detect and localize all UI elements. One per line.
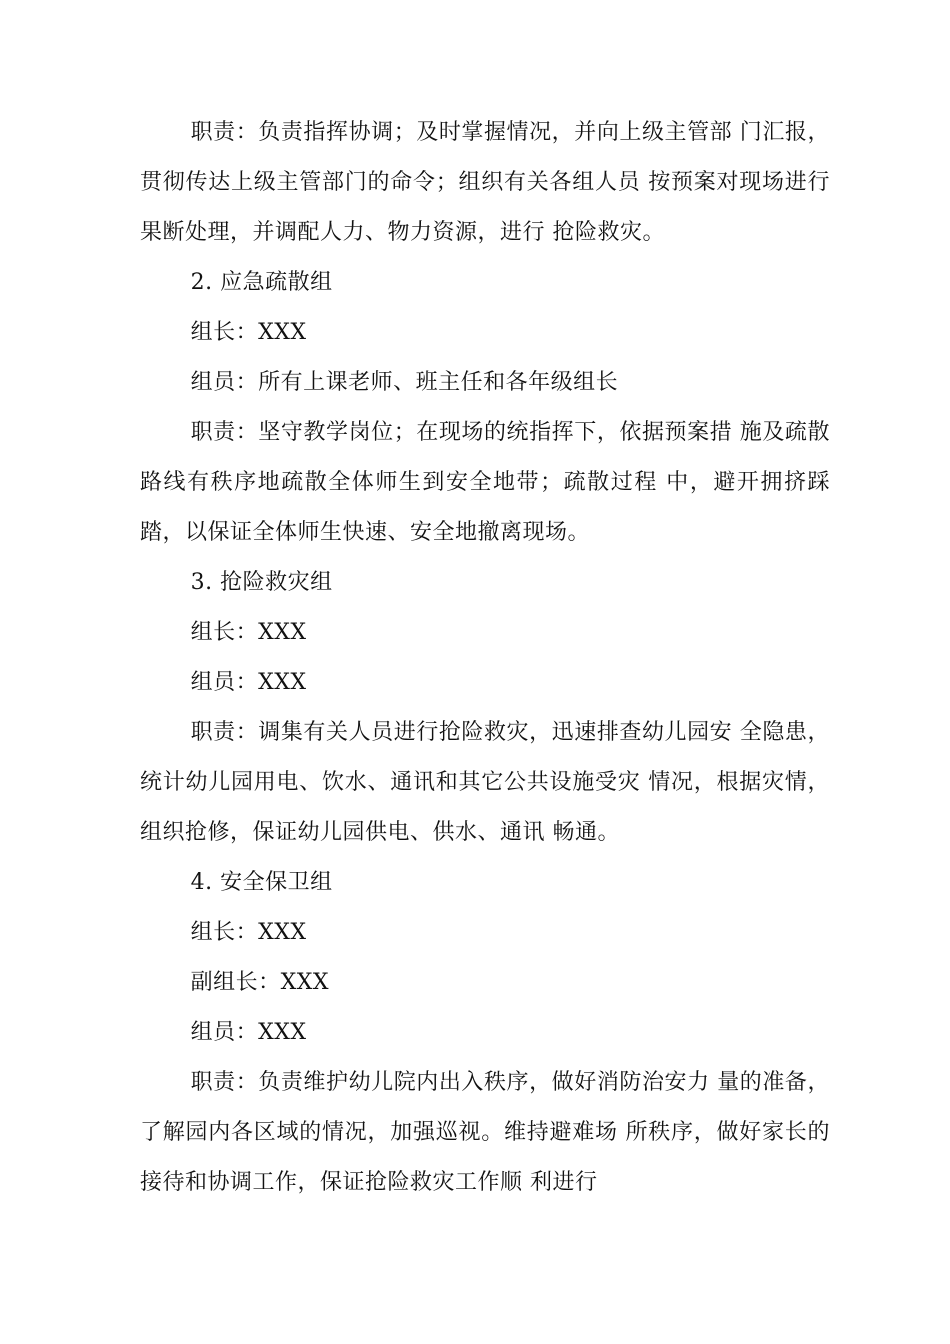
leader-line: 组长：XXX [190,320,307,345]
member-line: 组员：XXX [190,670,307,695]
leader-line: 组长：XXX [190,920,307,945]
section-heading-security: 4. 安全保卫组 [190,870,333,895]
member-line: 组员：XXX [190,1020,307,1045]
document-page [140,108,830,1208]
member-line: 组员：所有上课老师、班主任和各年级组长 [190,370,619,395]
duty-paragraph-evacuation: 职责：坚守教学岗位；在现场的统指挥下，依据预案措 施及疏散路线有秩序地疏散全体师生到安全地带；疏散过程 中，避开拥挤踩踏，以保证全体师生快速、安全地撤离现场。 [140,420,830,545]
deputy-leader-line: 副组长：XXX [190,970,330,995]
leader-line: 组长：XXX [190,620,307,645]
section-heading-evacuation: 2. 应急疏散组 [190,270,333,295]
duty-paragraph-security: 职责：负责维护幼儿院内出入秩序，做好消防治安力 量的准备，了解园内各区域的情况，加强巡视。维持避难场 所秩序，做好家长的接待和协调工作，保证抢险救灾工作顺 利进行 [140,1070,830,1195]
duty-paragraph-command: 职责：负责指挥协调；及时掌握情况，并向上级主管部 门汇报，贯彻传达上级主管部门的命令；组织有关各组人员 按预案对现场进行果断处理，并调配人力、物力资源，进行 抢险救灾。 [140,120,830,245]
duty-paragraph-rescue: 职责：调集有关人员进行抢险救灾，迅速排查幼儿园安 全隐患，统计幼儿园用电、饮水、通讯和其它公共设施受灾 情况，根据灾情，组织抢修，保证幼儿园供电、供水、通讯 畅通。 [140,720,830,845]
section-heading-rescue: 3. 抢险救灾组 [190,570,333,595]
